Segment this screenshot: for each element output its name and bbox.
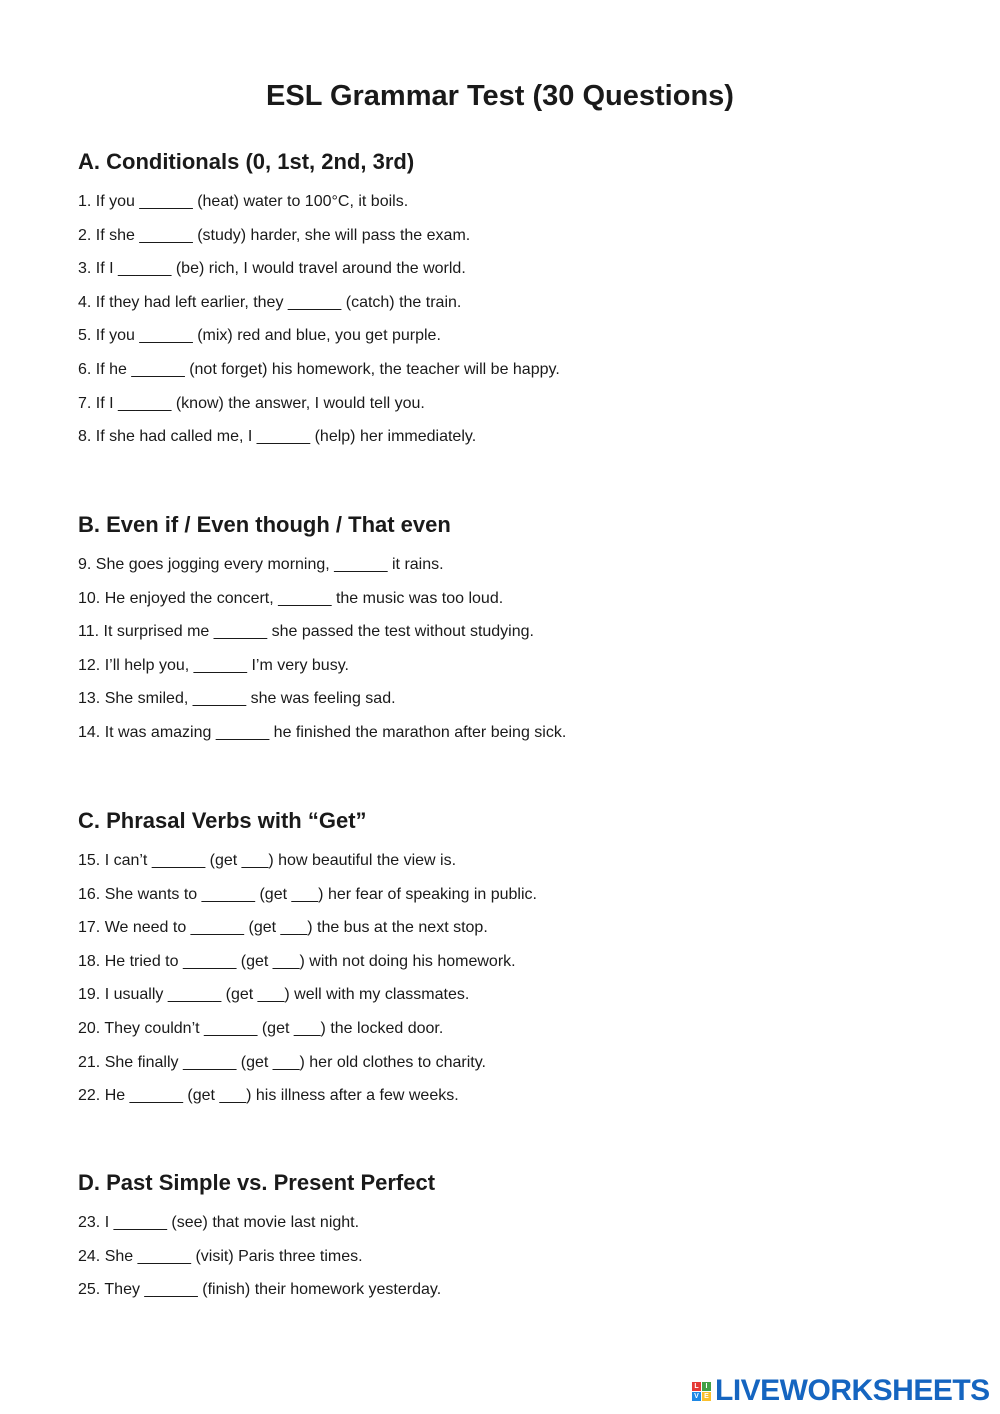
question-item: 10. He enjoyed the concert, ______ the music was too loud. xyxy=(78,589,504,607)
question-item: 6. If he ______ (not forget) his homework, the teacher will be happy. xyxy=(78,360,560,378)
question-item: 11. It surprised me ______ she passed the test without studying. xyxy=(78,623,534,641)
question-item: 2. If she ______ (study) harder, she will pass the exam. xyxy=(78,226,471,244)
logo-text: LIVEWORKSHEETS xyxy=(715,1374,990,1407)
liveworksheets-logo xyxy=(692,1374,990,1408)
question-item: 9. She goes jogging every morning, ______ it rains. xyxy=(78,556,444,573)
section-heading: A. Conditionals (0, 1st, 2nd, 3rd) xyxy=(78,149,415,174)
question-item: 4. If they had left earlier, they ______ (catch) the train. xyxy=(78,293,462,311)
question-item: 12. I’ll help you, ______ I’m very busy. xyxy=(78,656,349,674)
section-past-simple xyxy=(78,1168,938,1314)
worksheet-title: ESL Grammar Test (30 Questions) xyxy=(266,80,734,112)
section-heading: B. Even if / Even though / That even xyxy=(78,512,451,537)
logo-cell: V xyxy=(692,1392,701,1401)
question-item: 3. If I ______ (be) rich, I would travel around the world. xyxy=(78,260,466,278)
section-even-if xyxy=(78,510,938,757)
logo-cell: L xyxy=(692,1382,701,1391)
section-conditionals xyxy=(78,147,938,461)
question-item: 15. I can’t ______ (get ___) how beautiful the view is. xyxy=(78,852,457,869)
section-heading: D. Past Simple vs. Present Perfect xyxy=(78,1170,436,1195)
question-item: 17. We need to ______ (get ___) the bus at the next stop. xyxy=(78,919,488,937)
question-item: 1. If you ______ (heat) water to 100°C, it boils. xyxy=(78,193,409,210)
section-phrasal-verbs xyxy=(78,806,938,1120)
question-item: 19. I usually ______ (get ___) well with my classmates. xyxy=(78,986,470,1004)
question-item: 20. They couldn’t ______ (get ___) the locked door. xyxy=(78,1019,444,1037)
question-item: 18. He tried to ______ (get ___) with not doing his homework. xyxy=(78,952,516,970)
question-item: 24. She ______ (visit) Paris three times. xyxy=(78,1247,363,1265)
question-item: 25. They ______ (finish) their homework yesterday. xyxy=(78,1281,442,1299)
question-item: 22. He ______ (get ___) his illness after a few weeks. xyxy=(78,1087,459,1105)
question-item: 7. If I ______ (know) the answer, I would tell you. xyxy=(78,394,425,412)
logo-cell: E xyxy=(702,1392,711,1401)
question-item: 16. She wants to ______ (get ___) her fear of speaking in public. xyxy=(78,885,537,903)
question-item: 23. I ______ (see) that movie last night. xyxy=(78,1214,360,1231)
logo-grid-icon xyxy=(692,1382,711,1401)
section-heading: C. Phrasal Verbs with “Get” xyxy=(78,808,367,833)
question-item: 13. She smiled, ______ she was feeling sad. xyxy=(78,690,396,708)
question-item: 21. She finally ______ (get ___) her old clothes to charity. xyxy=(78,1053,486,1071)
question-item: 5. If you ______ (mix) red and blue, you get purple. xyxy=(78,327,441,345)
question-item: 14. It was amazing ______ he finished the marathon after being sick. xyxy=(78,723,567,741)
logo-cell: I xyxy=(702,1382,711,1391)
question-item: 8. If she had called me, I ______ (help) her immediately. xyxy=(78,428,477,446)
